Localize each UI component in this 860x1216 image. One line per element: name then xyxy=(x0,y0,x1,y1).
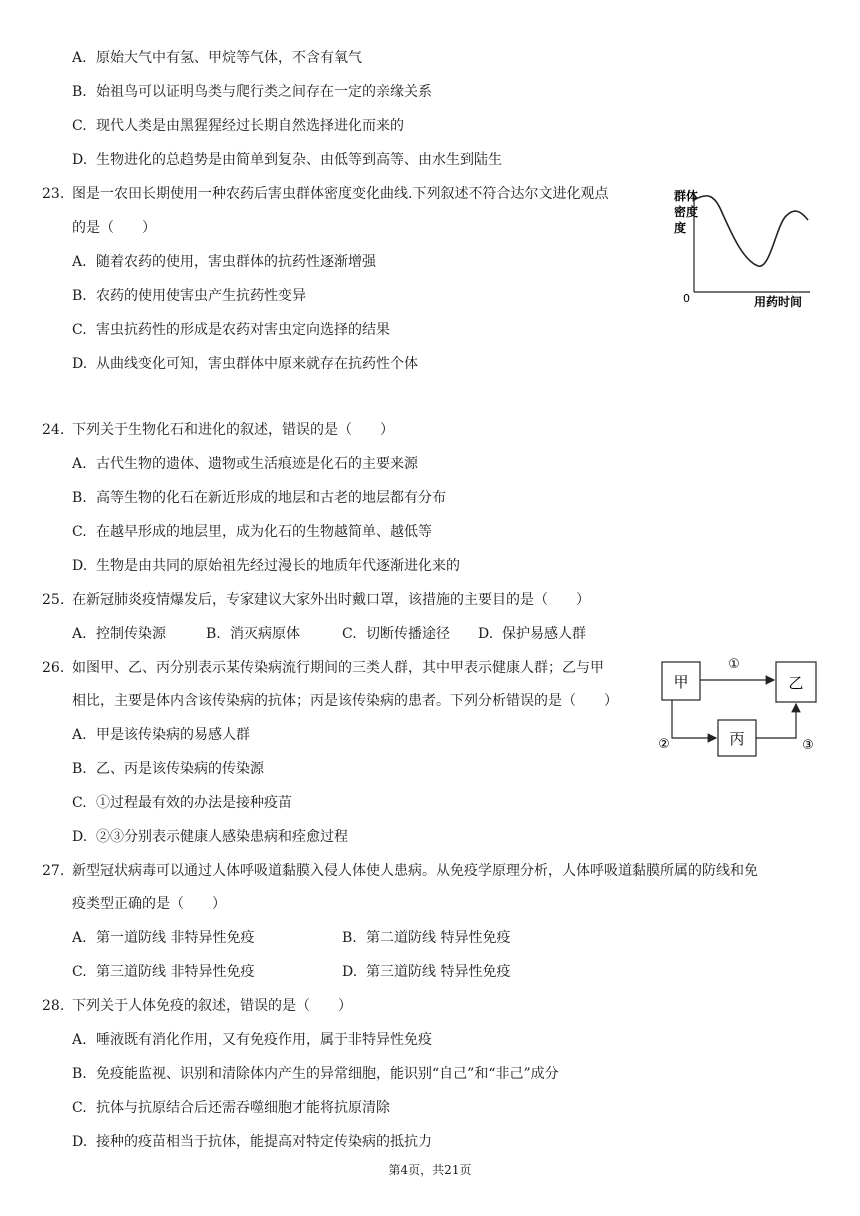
q23-option-b: B. 农药的使用使害虫产生抗药性变异 xyxy=(72,288,306,304)
q28-stem: 28. 下列关于人体免疫的叙述，错误的是（ ） xyxy=(42,998,352,1014)
q23-density-graph xyxy=(668,186,818,314)
q28-option-a: A. 唾液既有消化作用，又有免疫作用，属于非特异性免疫 xyxy=(72,1032,432,1048)
graph-ylabel-3: 度 xyxy=(674,221,687,235)
page-footer: 第4页，共21页 xyxy=(388,1163,472,1177)
q27-option-b: B. 第二道防线 特异性免疫 xyxy=(342,930,511,946)
q28-option-c: C. 抗体与抗原结合后还需吞噬细胞才能将抗原清除 xyxy=(72,1100,390,1116)
q22-option-a: A. 原始大气中有氢、甲烷等气体，不含有氧气 xyxy=(72,50,362,66)
q25-option-a: A. 控制传染源 xyxy=(72,626,166,642)
q23-stem-line1: 23. 图是一农田长期使用一种农药后害虫群体密度变化曲线.下列叙述不符合达尔文进化观点 xyxy=(42,186,609,202)
q23-option-a: A. 随着农药的使用，害虫群体的抗药性逐渐增强 xyxy=(72,254,376,270)
q25-option-d: D. 保护易感人群 xyxy=(478,626,586,642)
q27-option-a: A. 第一道防线 非特异性免疫 xyxy=(72,930,255,946)
circle-2-label: ② xyxy=(658,737,670,752)
q24-stem: 24. 下列关于生物化石和进化的叙述，错误的是（ ） xyxy=(42,422,394,438)
circle-1-label: ① xyxy=(728,657,740,672)
q22-option-d: D. 生物进化的总趋势是由简单到复杂、由低等到高等、由水生到陆生 xyxy=(72,152,502,168)
graph-ylabel-2: 密度 xyxy=(674,205,699,219)
q26-option-a: A. 甲是该传染病的易感人群 xyxy=(72,727,250,743)
q26-option-d: D. ②③分别表示健康人感染患病和痊愈过程 xyxy=(72,829,348,845)
q26-option-c: C. ①过程最有效的办法是接种疫苗 xyxy=(72,795,292,811)
q22-option-c: C. 现代人类是由黑猩猩经过长期自然选择进化而来的 xyxy=(72,118,404,134)
q23-option-d: D. 从曲线变化可知，害虫群体中原来就存在抗药性个体 xyxy=(72,356,418,372)
graph-xlabel: 用药时间 xyxy=(754,295,803,309)
q26-stem-line1: 26. 如图甲、乙、丙分别表示某传染病流行期间的三类人群，其中甲表示健康人群；乙与甲 xyxy=(42,660,604,676)
q24-option-b: B. 高等生物的化石在新近形成的地层和古老的地层都有分布 xyxy=(72,490,446,506)
arrow-3 xyxy=(756,704,796,738)
q27-option-d: D. 第三道防线 特异性免疫 xyxy=(342,964,511,980)
q26-stem-line2: 相比，主要是体内含该传染病的抗体；丙是该传染病的患者。下列分析错误的是（ ） xyxy=(72,693,618,709)
q28-option-b: B. 免疫能监视、识别和清除体内产生的异常细胞，能识别“自己”和“非己”成分 xyxy=(72,1066,559,1082)
q25-option-c: C. 切断传播途径 xyxy=(342,626,450,642)
q24-option-d: D. 生物是由共同的原始祖先经过漫长的地质年代逐渐进化来的 xyxy=(72,558,460,574)
graph-ylabel-1: 群体 xyxy=(674,189,699,203)
arrow-2 xyxy=(672,700,716,738)
q25-stem: 25. 在新冠肺炎疫情爆发后，专家建议大家外出时戴口罩，该措施的主要目的是（ ） xyxy=(42,592,590,608)
q23-option-c: C. 害虫抗药性的形成是农药对害虫定向选择的结果 xyxy=(72,322,390,338)
q25-option-b: B. 消灭病原体 xyxy=(206,626,300,642)
q23-stem-line2: 的是（ ） xyxy=(72,220,156,236)
graph-curve xyxy=(694,196,808,266)
q28-option-d: D. 接种的疫苗相当于抗体，能提高对特定传染病的抵抗力 xyxy=(72,1134,432,1150)
q27-stem-line2: 疫类型正确的是（ ） xyxy=(72,896,226,912)
q27-option-c: C. 第三道防线 非特异性免疫 xyxy=(72,964,255,980)
q26-flow-diagram xyxy=(650,648,826,764)
label-jia: 甲 xyxy=(673,673,689,691)
label-yi: 乙 xyxy=(788,674,804,692)
q22-option-b: B. 始祖鸟可以证明鸟类与爬行类之间存在一定的亲缘关系 xyxy=(72,84,432,100)
q26-option-b: B. 乙、丙是该传染病的传染源 xyxy=(72,761,264,777)
label-bing: 丙 xyxy=(729,730,745,748)
circle-3-label: ③ xyxy=(802,738,814,753)
q24-option-c: C. 在越早形成的地层里，成为化石的生物越简单、越低等 xyxy=(72,524,432,540)
graph-origin: 0 xyxy=(683,292,690,305)
q24-option-a: A. 古代生物的遗体、遗物或生活痕迹是化石的主要来源 xyxy=(72,456,418,472)
q27-stem-line1: 27. 新型冠状病毒可以通过人体呼吸道黏膜入侵人体使人患病。从免疫学原理分析，人体呼吸道黏膜所属的防线和免 xyxy=(42,863,758,879)
